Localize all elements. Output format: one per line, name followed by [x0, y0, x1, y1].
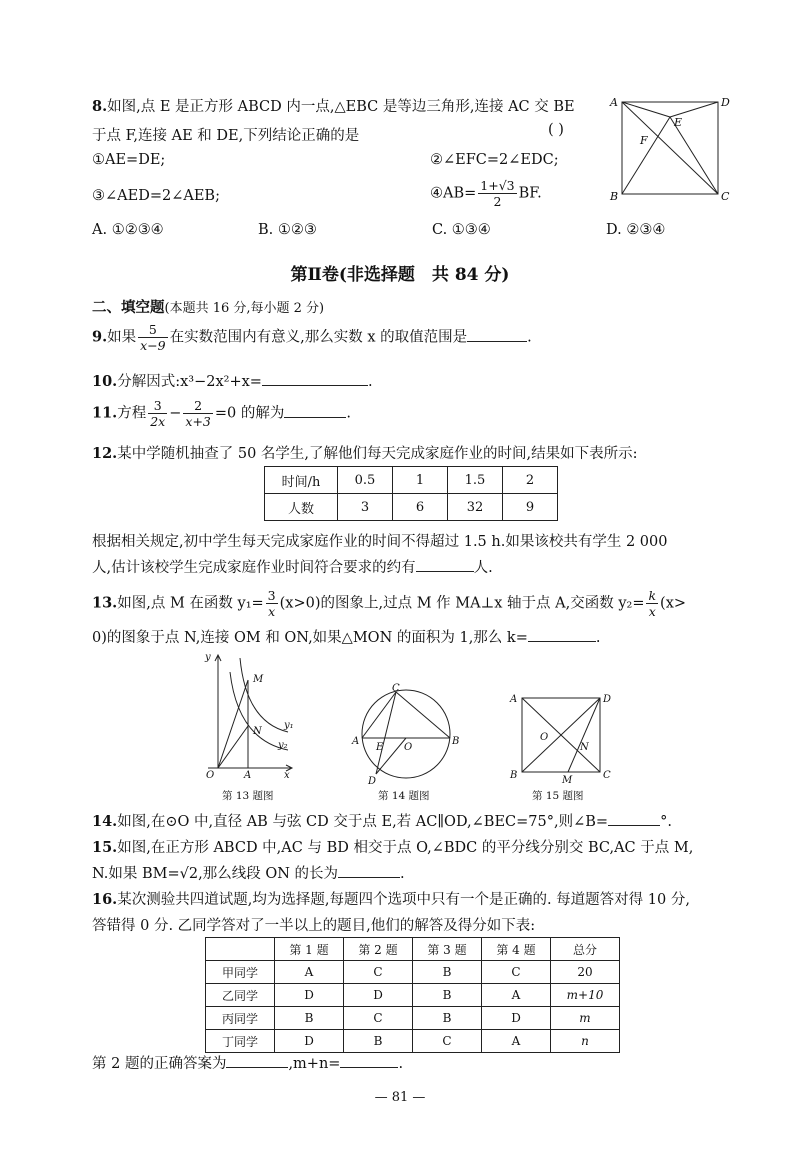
q8-statement-4 [430, 178, 542, 209]
q10-answer-blank[interactable] [262, 371, 368, 386]
q8-s4-fraction [478, 178, 516, 209]
q11-minus: − [169, 405, 182, 422]
q16-th-3: 第 3 题 [413, 938, 482, 961]
q16-th-0 [206, 938, 275, 961]
q15-number: 15. [92, 839, 118, 856]
q16-cell: A [482, 1030, 551, 1053]
q16-cell: n [551, 1030, 620, 1053]
q8-text-1: 如图,点 E 是正方形 ABCD 内一点,△EBC 是等边三角形,连接 AC 交 BE [107, 99, 575, 115]
fig14-label-d: D [368, 776, 377, 786]
q9-answer-blank[interactable] [467, 327, 527, 342]
q11 [92, 398, 351, 429]
q14 [92, 810, 672, 831]
q12-th-4: 2 [503, 467, 558, 494]
fig13-label-o: O [206, 770, 215, 781]
fig14-label-a: A [352, 736, 360, 747]
q11-number: 11. [92, 404, 118, 422]
q16-th-4: 第 4 题 [482, 938, 551, 961]
q9-num: 5 [138, 322, 167, 338]
q15-text-2: N.如果 BM=√2,那么线段 ON 的长为 [92, 866, 338, 882]
q8-option-b: B. ①②③ [258, 222, 317, 238]
q9 [92, 322, 532, 353]
fig15-caption: 第 15 题图 [532, 790, 584, 802]
q16-cell: D [275, 984, 344, 1007]
q9-den: x−9 [140, 338, 166, 353]
q13-end: . [595, 630, 601, 646]
q12-td-3: 32 [448, 494, 503, 521]
fig13-label-y2: y₂ [278, 740, 288, 751]
q8-label-a: A [610, 96, 618, 109]
q15-text-1: 如图,在正方形 ABCD 中,AC 与 BD 相交于点 O,∠BDC 的平分线分别交 BC,AC 于点 M, [117, 840, 694, 856]
q16-th-2: 第 2 题 [344, 938, 413, 961]
q16-cell: m [551, 1007, 620, 1030]
fig14-label-e: E [376, 742, 384, 753]
q11-num1: 3 [148, 398, 167, 414]
q16-text-1: 某次测验共四道试题,均为选择题,每题四个选项中只有一个是正确的. 每道题答对得 10 分, [117, 892, 690, 908]
q16-answer-pre: 第 2 题的正确答案为 [92, 1056, 227, 1072]
q8-figure [608, 92, 738, 204]
q16-number: 16. [92, 891, 118, 908]
q8-option-a: A. ①②③④ [92, 222, 164, 238]
fig13-curve-y1 [240, 658, 288, 732]
q16-cell: D [344, 984, 413, 1007]
fig15-label-d: D [603, 694, 612, 705]
q9-number: 9. [92, 328, 108, 346]
q8-diagonal-ac [622, 102, 718, 194]
q8-line-be [622, 117, 670, 194]
q12-td-0: 人数 [265, 494, 338, 521]
q11-post: =0 的解为 [214, 405, 285, 422]
q16-th-1: 第 1 题 [275, 938, 344, 961]
fig13-label-a: A [244, 770, 252, 781]
q16-cell: 乙同学 [206, 984, 275, 1007]
fig14-circle [362, 690, 450, 778]
q16-cell: B [413, 1007, 482, 1030]
q16-answer-blank-2[interactable] [340, 1053, 398, 1068]
q16-line2: 答错得 0 分. 乙同学答对了一半以上的题目,他们的解答及得分如下表: [92, 918, 536, 934]
q12-table [264, 466, 558, 521]
q12-td-4: 9 [503, 494, 558, 521]
table-row [206, 1007, 620, 1030]
q8-s4-pre: ④AB= [430, 185, 477, 202]
q8-label-c: C [721, 190, 730, 203]
fig14-label-c: C [392, 683, 400, 694]
q8-statement-3: ③∠AED=2∠AEB; [92, 188, 220, 204]
q12-th-3: 1.5 [448, 467, 503, 494]
q8-s4-post: BF. [518, 185, 542, 202]
q12-th-0: 时间/h [265, 467, 338, 494]
q12-line1 [92, 442, 638, 463]
fig13-line-on [218, 726, 248, 768]
fig14 [350, 682, 462, 786]
q13-fraction-2 [646, 588, 658, 619]
q13-num1: 3 [267, 588, 276, 603]
q16-answer-line [92, 1052, 403, 1073]
q9-fraction [138, 322, 167, 353]
q11-fraction-1 [148, 398, 167, 429]
q12-td-2: 6 [393, 494, 448, 521]
fig13-label-m: M [253, 674, 264, 685]
q16-table [205, 937, 620, 1053]
page-number: — 81 — [374, 1090, 426, 1105]
q16-cell: B [275, 1007, 344, 1030]
fig14-line-cb [396, 692, 450, 738]
fig14-label-o: O [404, 742, 413, 753]
fig13-label-x: x [284, 770, 290, 781]
q16-cell: B [413, 961, 482, 984]
q16-cell: A [482, 984, 551, 1007]
q16-cell: A [275, 961, 344, 984]
q10-number: 10. [92, 373, 118, 390]
q13-tail: (x> [660, 595, 687, 612]
fig14-label-b: B [452, 736, 460, 747]
q11-fraction-2 [183, 398, 212, 429]
q12-line3-text: 人,估计该校学生完成家庭作业时间符合要求的约有 [92, 560, 416, 576]
q12-number: 12. [92, 445, 118, 462]
table-row [206, 961, 620, 984]
q14-number: 14. [92, 813, 118, 830]
q13-number: 13. [92, 594, 118, 612]
q16-cell: 甲同学 [206, 961, 275, 984]
q16-cell: C [344, 961, 413, 984]
fig15-label-n: N [580, 742, 589, 753]
q12-line3 [92, 556, 493, 577]
q12-table-row [265, 494, 558, 521]
q9-pre: 如果 [107, 329, 137, 346]
q10-end: . [367, 374, 373, 390]
fig15-label-b: B [510, 770, 518, 781]
q15-answer-blank[interactable] [338, 863, 400, 878]
q16-cell: D [275, 1030, 344, 1053]
q16-cell: 20 [551, 961, 620, 984]
section-title: 第Ⅱ卷(非选择题 共 84 分) [290, 265, 510, 285]
q16-cell: D [482, 1007, 551, 1030]
fig13-caption: 第 13 题图 [222, 790, 274, 802]
q14-end: °. [660, 814, 672, 830]
q12-td-1: 3 [338, 494, 393, 521]
fig15-label-c: C [603, 770, 611, 781]
q8-label-f: F [640, 134, 648, 147]
fig15-label-m: M [562, 775, 573, 784]
fig13-label-n: N [253, 726, 262, 737]
q11-answer-blank[interactable] [284, 403, 346, 418]
q16-cell: C [482, 961, 551, 984]
q16-answer-end: . [398, 1056, 404, 1072]
q16-cell: 丁同学 [206, 1030, 275, 1053]
q8-s4-num: 1+√3 [480, 178, 515, 193]
q10 [92, 370, 373, 391]
q8-line-de [670, 102, 718, 117]
q13-fraction-1 [266, 588, 278, 619]
q13-pre: 如图,点 M 在函数 y₁= [117, 595, 264, 612]
q16-table-header [206, 938, 620, 961]
q16-line1 [92, 888, 690, 909]
q13-line2 [92, 626, 600, 647]
q13-num2: k [648, 588, 657, 603]
q12-th-1: 0.5 [338, 467, 393, 494]
q10-text: 分解因式:x³−2x²+x= [117, 374, 262, 390]
q9-end: . [527, 329, 532, 346]
q8-number: 8. [92, 98, 108, 115]
q11-pre: 方程 [117, 405, 147, 422]
fig13 [200, 650, 300, 782]
part-heading [92, 296, 324, 317]
q8-option-c: C. ①③④ [432, 222, 491, 238]
fig13-line-om [218, 680, 248, 768]
q12-answer-blank[interactable] [416, 557, 474, 572]
q12-line3-end: 人. [473, 560, 493, 576]
q12-text: 某中学随机抽查了 50 名学生,了解他们每天完成家庭作业的时间,结果如下表所示: [117, 446, 638, 462]
q11-num2: 2 [183, 398, 212, 414]
fig15-bisector-dm [568, 698, 600, 772]
q16-cell: m+10 [551, 984, 620, 1007]
q8-label-b: B [610, 190, 619, 203]
fig14-caption: 第 14 题图 [378, 790, 430, 802]
q12-table-header [265, 467, 558, 494]
q12-line2: 根据相关规定,初中学生每天完成家庭作业的时间不得超过 1.5 h.如果该校共有学生 2 000 [92, 534, 668, 550]
part-title: 二、填空题 [92, 299, 165, 316]
q9-post: 在实数范围内有意义,那么实数 x 的取值范围是 [169, 329, 468, 346]
q15-end: . [400, 866, 405, 882]
q13-answer-blank[interactable] [528, 627, 596, 642]
table-row [206, 1030, 620, 1053]
q13-line2-text: 0)的图象于点 N,连接 OM 和 ON,如果△MON 的面积为 1,那么 k= [92, 630, 528, 646]
q8-answer-paren: ( ) [548, 122, 564, 138]
q8-statement-2: ②∠EFC=2∠EDC; [430, 152, 559, 168]
q13-den1: x [268, 604, 276, 619]
q16-cell: C [413, 1030, 482, 1053]
q13-line1 [92, 588, 686, 619]
q14-answer-blank[interactable] [608, 811, 660, 826]
q15-line2 [92, 862, 405, 883]
q8-line2: 于点 F,连接 AE 和 DE,下列结论正确的是 [92, 128, 360, 144]
q12-th-2: 1 [393, 467, 448, 494]
fig15-label-a: A [510, 694, 518, 705]
q16-answer-mid: ,m+n= [288, 1056, 341, 1072]
q16-cell: B [413, 984, 482, 1007]
q8-statement-1: ①AE=DE; [92, 152, 166, 168]
q16-answer-blank-1[interactable] [226, 1053, 288, 1068]
part-note: (本题共 16 分,每小题 2 分) [164, 301, 325, 316]
q16-th-5: 总分 [551, 938, 620, 961]
q16-cell: 丙同学 [206, 1007, 275, 1030]
fig15 [508, 688, 618, 784]
table-row [206, 984, 620, 1007]
q8-s4-den: 2 [493, 194, 502, 209]
q11-den1: 2x [150, 414, 166, 429]
q8-label-e: E [674, 116, 683, 129]
q11-den2: x+3 [185, 414, 211, 429]
q16-cell: B [344, 1030, 413, 1053]
fig13-label-y: y [205, 652, 211, 663]
q11-end: . [346, 405, 351, 422]
q15-line1 [92, 836, 693, 857]
q16-cell: C [344, 1007, 413, 1030]
fig13-label-y1: y₁ [284, 720, 294, 731]
fig15-label-o: O [540, 732, 549, 743]
q13-mid: (x>0)的图象上,过点 M 作 MA⊥x 轴于点 A,交函数 y₂= [279, 595, 645, 612]
q14-text: 如图,在⊙O 中,直径 AB 与弦 CD 交于点 E,若 AC∥OD,∠BEC=75°,则∠B= [117, 814, 609, 830]
q8-line1 [92, 95, 575, 116]
q8-label-d: D [721, 96, 730, 109]
q13-den2: x [648, 604, 656, 619]
q8-option-d: D. ②③④ [606, 222, 666, 238]
